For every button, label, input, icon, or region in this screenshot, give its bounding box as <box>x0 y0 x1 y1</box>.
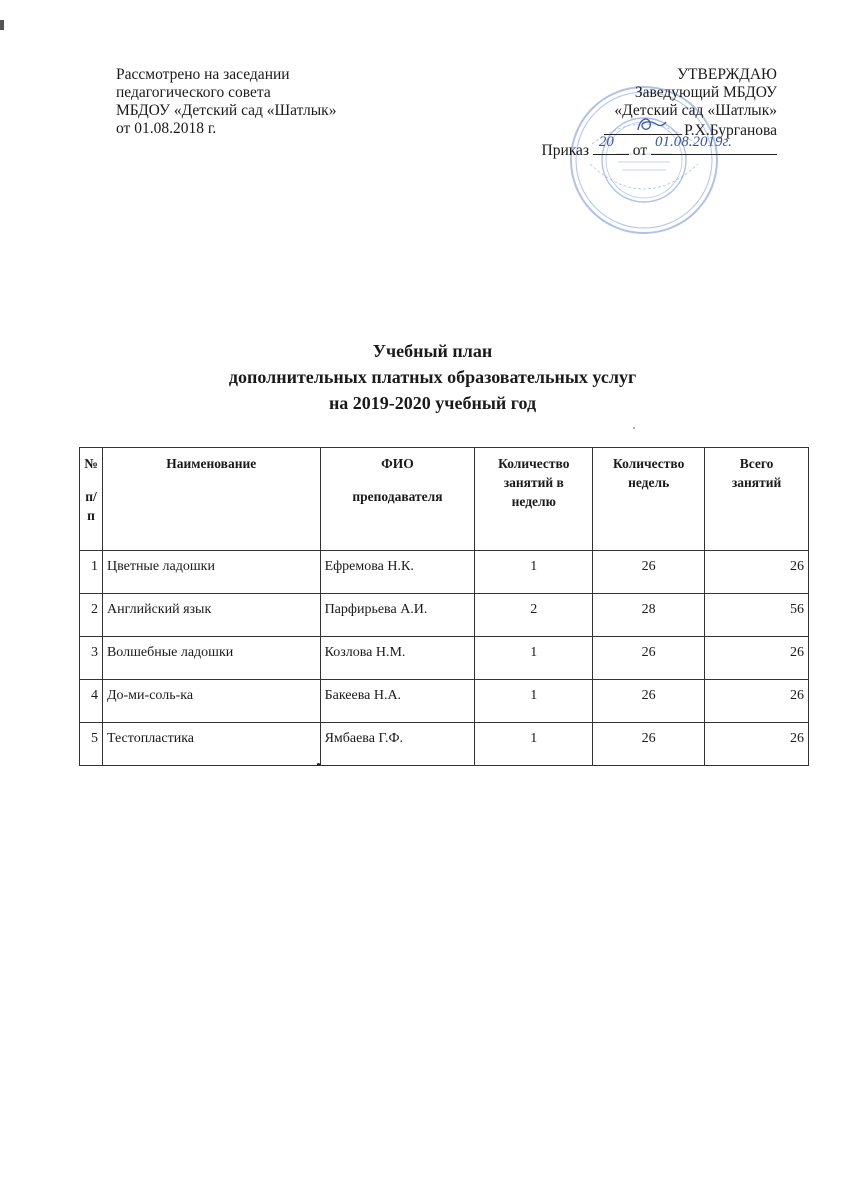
meeting-line-3: МБДОУ «Детский сад «Шатлык» <box>116 102 337 119</box>
teacher-name: Бакеева Н.А. <box>320 680 475 723</box>
teacher-name: Парфирьева А.И. <box>320 594 475 637</box>
col-header-number-a: № <box>84 456 98 471</box>
approval-meeting-block <box>116 66 336 138</box>
col-header-number-c: п <box>87 508 95 523</box>
total-lessons: 26 <box>705 680 809 723</box>
col-header-teacher <box>320 448 475 551</box>
total-lessons: 26 <box>705 637 809 680</box>
weeks-count: 26 <box>593 637 705 680</box>
order-number-field <box>593 134 629 155</box>
teacher-name: Ямбаева Г.Ф. <box>320 723 475 766</box>
table-row <box>80 594 809 637</box>
total-lessons: 26 <box>705 551 809 594</box>
title-line-2: дополнительных платных образовательных услуг <box>228 367 637 387</box>
order-row <box>541 134 778 160</box>
order-date-field <box>651 134 777 155</box>
col-header-number-b: п/ <box>85 489 97 504</box>
scan-mark <box>0 20 4 30</box>
col-header-weeks-b: недель <box>628 475 670 490</box>
weeks-count: 26 <box>593 680 705 723</box>
row-number: 5 <box>80 723 103 766</box>
scan-speck <box>317 763 320 766</box>
col-header-total <box>705 448 809 551</box>
curriculum-table <box>79 447 809 766</box>
col-header-per-week <box>475 448 593 551</box>
order-number: 20 <box>598 134 614 150</box>
service-name: Волшебные ладошки <box>102 637 320 680</box>
total-lessons: 56 <box>705 594 809 637</box>
order-date: 01.08.2019г. <box>655 134 732 150</box>
table-row <box>80 680 809 723</box>
weeks-count: 28 <box>593 594 705 637</box>
table-header-row <box>80 448 809 551</box>
lessons-per-week: 1 <box>475 680 593 723</box>
organization-name: «Детский сад «Шатлык» <box>614 102 777 119</box>
document-title <box>0 338 865 416</box>
col-header-teacher-b: преподавателя <box>352 489 443 504</box>
order-label: Приказ <box>541 142 590 159</box>
table-row <box>80 723 809 766</box>
teacher-name: Ефремова Н.К. <box>320 551 475 594</box>
head-position: Заведующий МБДОУ <box>634 84 777 101</box>
signatory-name: Р.Х.Бурганова <box>684 122 777 139</box>
meeting-date: от 01.08.2018 г. <box>116 120 217 137</box>
lessons-per-week: 2 <box>475 594 593 637</box>
approval-block <box>542 66 778 160</box>
meeting-line-2: педагогического совета <box>116 84 271 101</box>
service-name: Цветные ладошки <box>102 551 320 594</box>
col-header-per-week-b: занятий в <box>503 475 564 490</box>
col-header-weeks-a: Количество <box>612 456 685 471</box>
weeks-count: 26 <box>593 723 705 766</box>
col-header-name: Наименование <box>102 448 320 551</box>
table-row <box>80 637 809 680</box>
lessons-per-week: 1 <box>475 551 593 594</box>
table-row <box>80 551 809 594</box>
teacher-name: Козлова Н.М. <box>320 637 475 680</box>
lessons-per-week: 1 <box>475 637 593 680</box>
service-name: Английский язык <box>102 594 320 637</box>
col-header-number <box>80 448 103 551</box>
scan-speck <box>633 427 635 429</box>
col-header-total-a: Всего <box>739 456 774 471</box>
row-number: 3 <box>80 637 103 680</box>
row-number: 2 <box>80 594 103 637</box>
row-number: 4 <box>80 680 103 723</box>
lessons-per-week: 1 <box>475 723 593 766</box>
total-lessons: 26 <box>705 723 809 766</box>
col-header-per-week-a: Количество <box>498 456 570 471</box>
col-header-weeks <box>593 448 705 551</box>
col-header-per-week-c: неделю <box>511 494 556 509</box>
title-line-1: Учебный план <box>372 341 493 361</box>
order-from-label: от <box>632 142 648 159</box>
meeting-line-1: Рассмотрено на заседании <box>116 66 290 83</box>
approve-label: УТВЕРЖДАЮ <box>677 66 777 83</box>
weeks-count: 26 <box>593 551 705 594</box>
title-line-3: на 2019-2020 учебный год <box>328 393 537 413</box>
row-number: 1 <box>80 551 103 594</box>
col-header-total-b: занятий <box>731 475 782 490</box>
service-name: До-ми-соль-ка <box>102 680 320 723</box>
col-header-teacher-a: ФИО <box>381 456 414 471</box>
service-name: Тестопластика <box>102 723 320 766</box>
